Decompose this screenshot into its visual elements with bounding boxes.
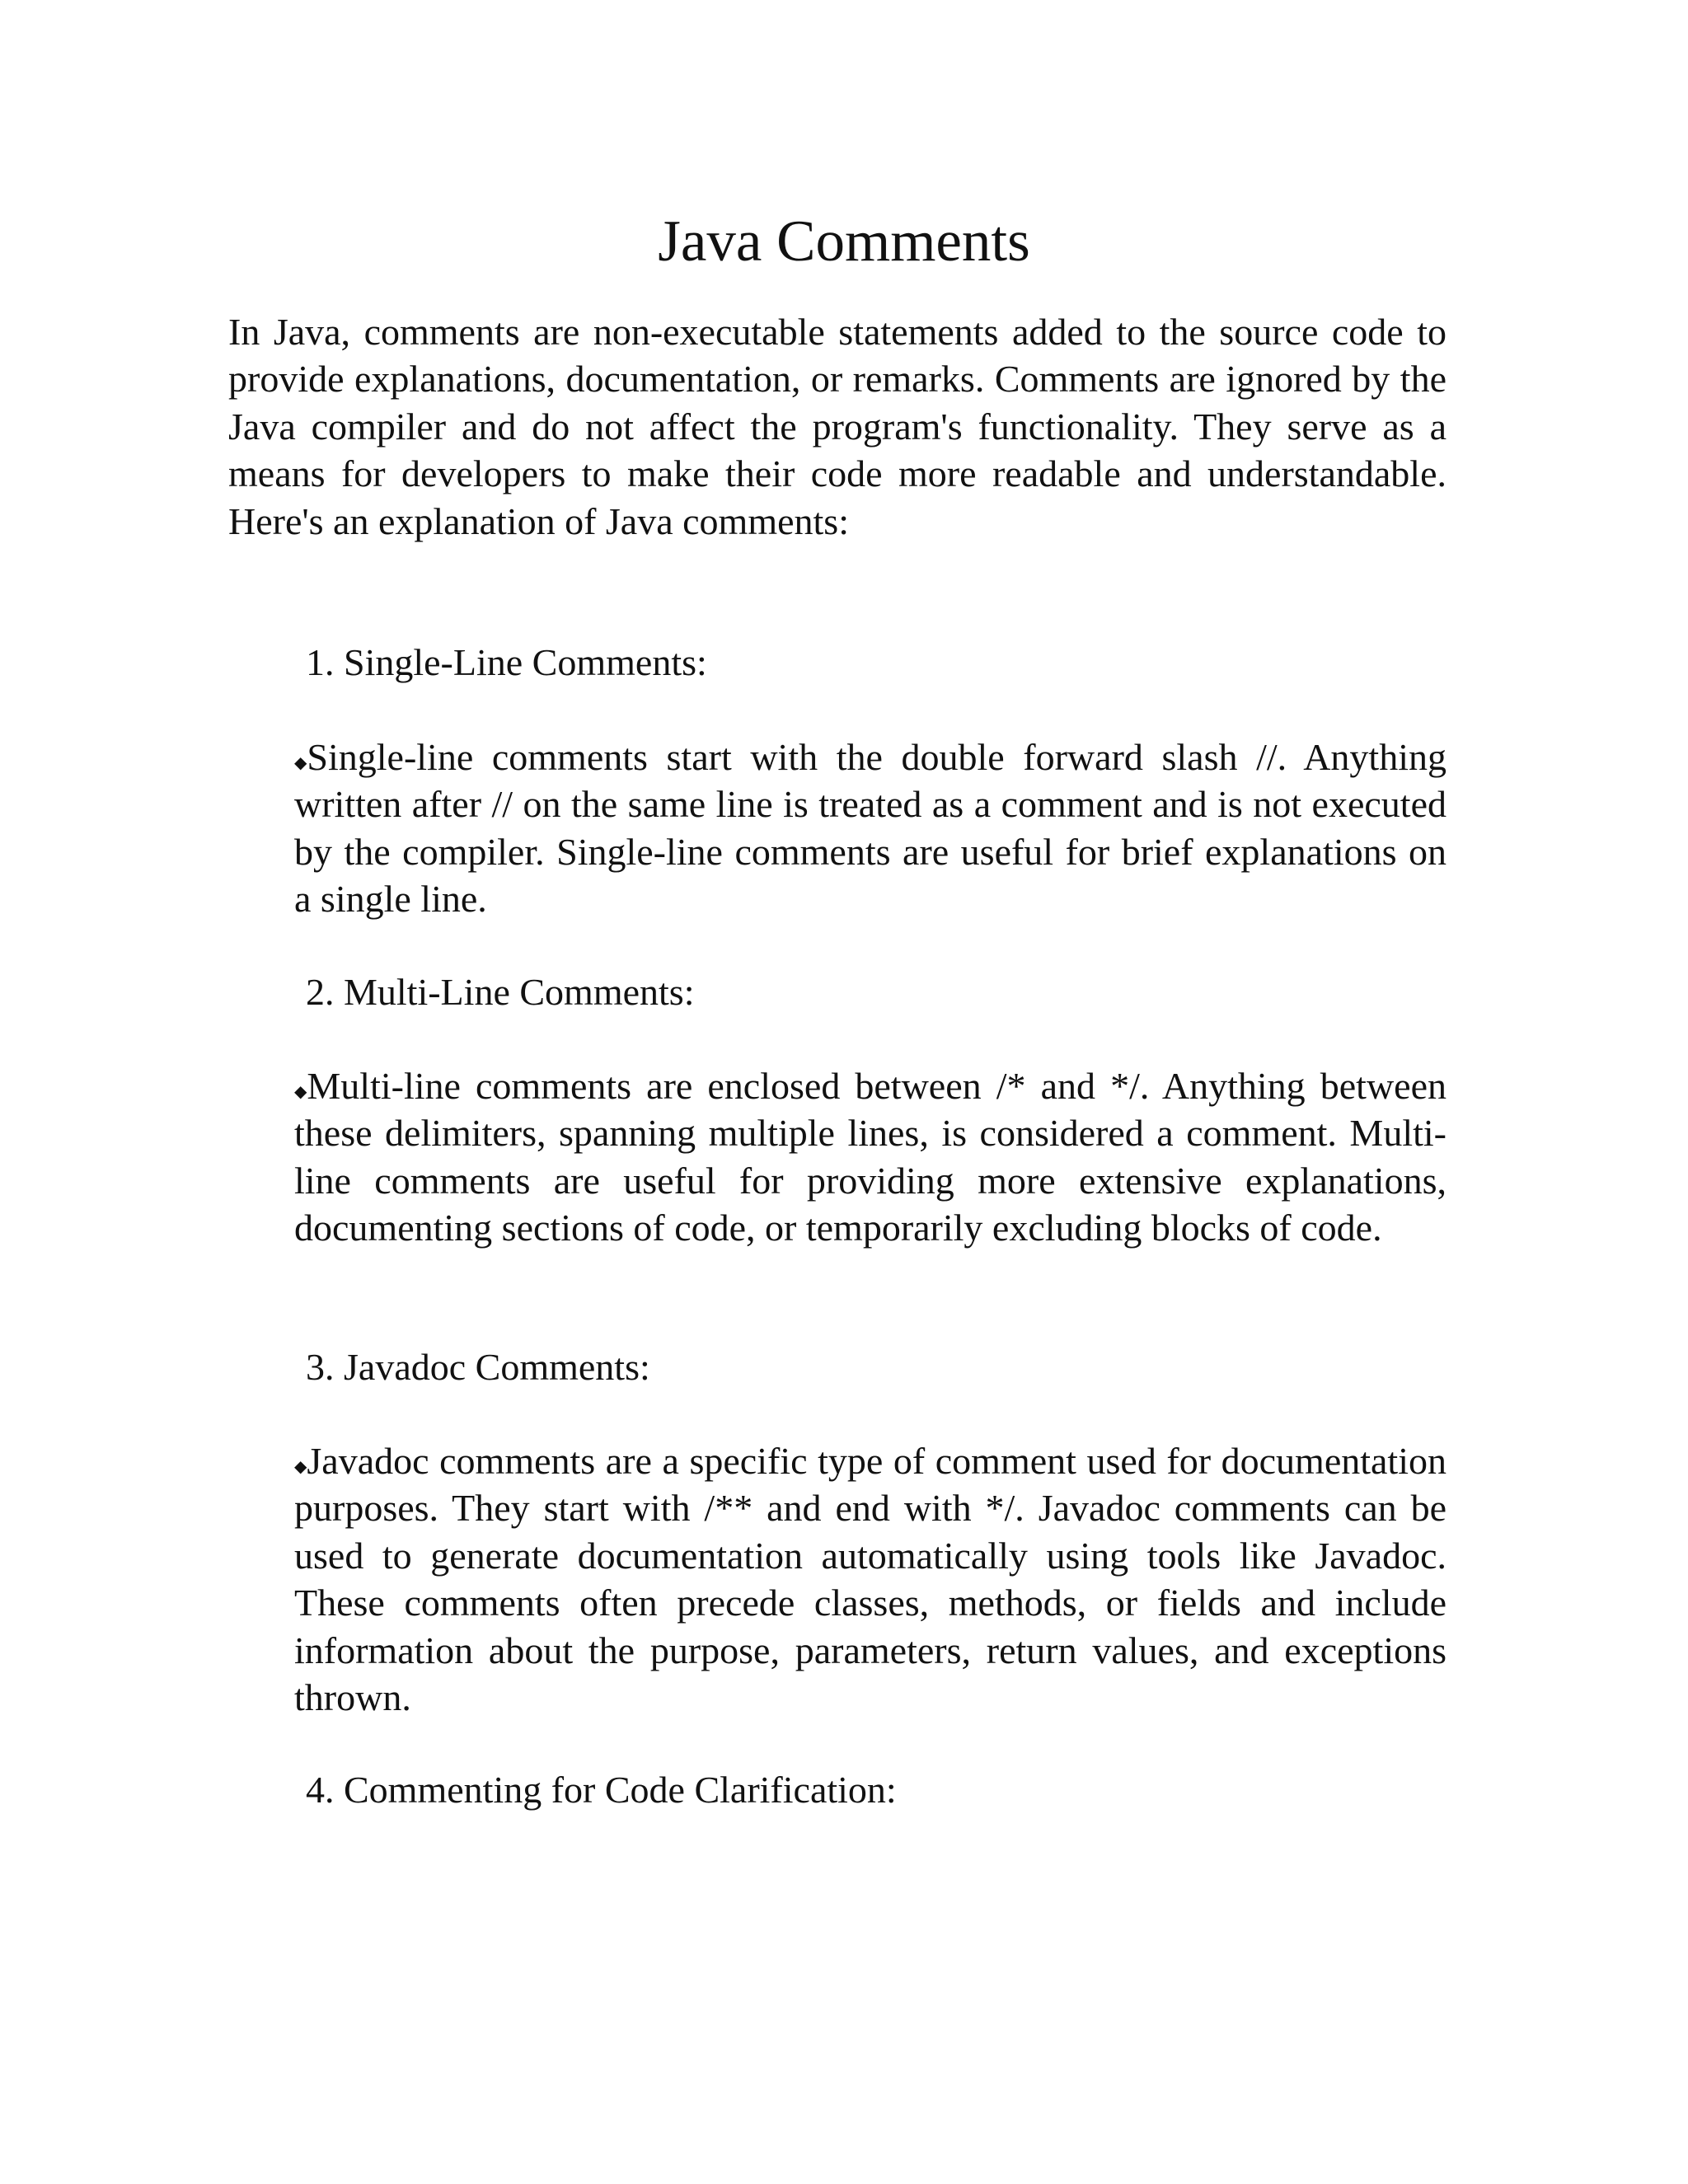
section-heading-javadoc: 3. Javadoc Comments:: [306, 1346, 650, 1388]
bullet-multi-line: [294, 1062, 1447, 1252]
bullet-text: Single-line comments start with the double forward slash //. Anything written after // on the same line is treated as a comment and is not executed by the compiler. Single-line comments are useful for brief explanations on a single line.: [294, 736, 1447, 921]
bullet-javadoc: [294, 1437, 1447, 1721]
diamond-bullet-icon: ◆: [294, 754, 307, 772]
diamond-bullet-icon: ◆: [294, 1083, 307, 1101]
section-heading-clarification: 4. Commenting for Code Clarification:: [306, 1769, 897, 1811]
diamond-bullet-icon: ◆: [294, 1458, 307, 1476]
page-title: Java Comments: [658, 209, 1030, 274]
bullet-text: Javadoc comments are a specific type of comment used for documentation purposes. They start with /** and end with */. Javadoc comments can be used to generate documentation automatically using tools like Javadoc. These comments often precede classes, methods, or fields and include information about the purpose, parameters, return values, and exceptions thrown.: [294, 1440, 1447, 1719]
section-heading-single-line: 1. Single-Line Comments:: [306, 641, 707, 683]
bullet-text: Multi-line comments are enclosed between /* and */. Anything between these delimiters, spanning multiple lines, is considered a comment. Multi-line comments are useful for providing more extensive explanations, documenting sections of code, or temporarily excluding blocks of code.: [294, 1065, 1447, 1249]
intro-paragraph: In Java, comments are non-executable statements added to the source code to provide explanations, documentation, or remarks. Comments are ignored by the Java compiler and do not affect the program's functionality. They serve as a means for developers to make their code more readable and understandable. Here's an explanation of Java comments:: [228, 311, 1447, 542]
bullet-single-line: [294, 733, 1447, 923]
section-heading-multi-line: 2. Multi-Line Comments:: [306, 971, 695, 1013]
